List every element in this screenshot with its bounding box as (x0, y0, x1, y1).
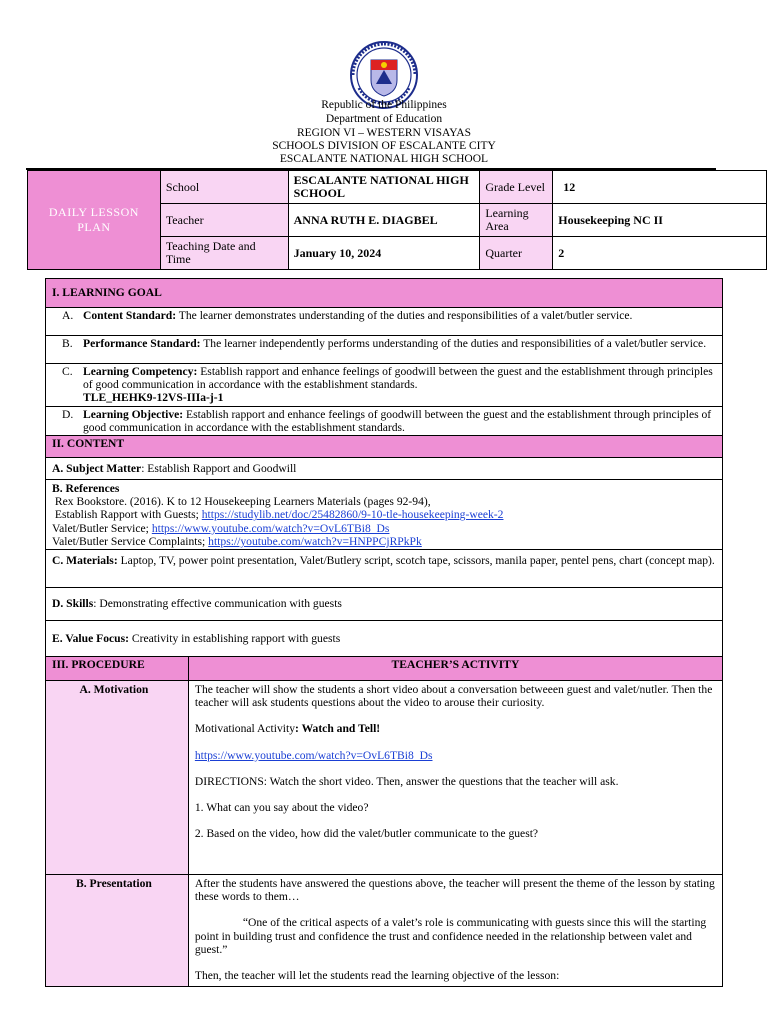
learning-competency-row (46, 364, 723, 407)
materials-row (46, 550, 723, 588)
region-line: REGION VI – WESTERN VISAYAS (296, 127, 471, 139)
list-marker: D. (62, 407, 74, 421)
school-label: School (160, 171, 288, 204)
subject-matter-row (46, 458, 723, 480)
content-standard-label: Content Standard: (83, 309, 177, 322)
list-marker: C. (62, 365, 73, 378)
presentation-content (188, 875, 722, 987)
performance-standard-label: Performance Standard: (83, 337, 201, 350)
competency-code: TLE_HEHK9-12VS-IIIa-j-1 (83, 391, 224, 405)
motivation-intro: The teacher will show the students a short video about a conversation betweeen guest and valet/nutler. Then the teacher will ask students questions about the video to arouse their curiosity. (194, 683, 713, 710)
learning-competency-text: Establish rapport and enhance feelings of goodwill between the guest and the establishment through principles of good communication in accordance with the establishment standards. (83, 365, 713, 392)
reference-4-link[interactable]: https://youtube.com/watch?v=HNPPCjRPkPk (208, 534, 422, 548)
motivation-question-2: 2. Based on the video, how did the valet/butler communicate to the guest? (194, 827, 539, 841)
lesson-info-table (27, 170, 767, 270)
reference-3-link[interactable]: https://www.youtube.com/watch?v=OvL6TBi8_Ds (151, 521, 390, 535)
list-marker: B. (62, 337, 73, 350)
motivation-directions: DIRECTIONS: Watch the short video. Then, answer the questions that the teacher will ask. (194, 774, 619, 788)
skills-label: D. Skills (52, 597, 94, 611)
skills-text: : Demonstrating effective communication with guests (93, 597, 342, 611)
references-row (46, 480, 723, 550)
motivation-content (188, 681, 722, 875)
performance-standard-text: The learner independently performs understanding of the duties and responsibilities of a valet/butler service. (200, 337, 707, 350)
motivational-activity (195, 722, 716, 735)
reference-1: Rex Bookstore. (2016). K to 12 Housekeeping Learners Materials (pages 92-94), (52, 495, 431, 509)
motivation-question-1: 1. What can you say about the video? (194, 801, 369, 815)
skills-row (46, 588, 723, 621)
reference-3-text: Valet/Butler Service; (52, 521, 152, 535)
lesson-plan-table (45, 278, 723, 987)
presentation-instruction: Then, the teacher will let the students read the learning objective of the lesson: (194, 969, 560, 983)
learning-competency-label: Learning Competency: (83, 365, 198, 378)
reference-4-text: Valet/Butler Service Complaints; (52, 534, 209, 548)
country-line: Republic of the Philippines (321, 99, 447, 111)
references-heading: B. References (52, 482, 120, 496)
quarter-label: Quarter (480, 237, 553, 270)
teacher-value: ANNA RUTH E. DIAGBEL (288, 204, 480, 237)
value-focus-label: E. Value Focus: (52, 631, 129, 645)
reference-2-text: Establish Rapport with Guests; (52, 508, 202, 522)
daily-lesson-plan-title: DAILY LESSON PLAN (28, 171, 161, 270)
learning-objective-text: Establish rapport and enhance feelings of goodwill between the guest and the establishment through principles of good communication in accordance with the establishment standards. (83, 407, 712, 434)
materials-label: C. Materials: (52, 554, 118, 568)
division-line: SCHOOLS DIVISION OF ESCALANTE CITY (272, 140, 496, 152)
value-focus-text: Creativity in establishing rapport with guests (128, 631, 341, 645)
presentation-quote: “One of the critical aspects of a valet’s role is communicating with guests since this will the starting point in building trust and confidence the trust and confidence needed in the relationship between valet and guest.” (194, 916, 707, 956)
performance-standard-row (46, 336, 723, 364)
grade-level-label: Grade Level (480, 171, 553, 204)
teaching-date-value: January 10, 2024 (288, 237, 480, 270)
reference-2-link[interactable]: https://studylib.net/doc/25482860/9-10-tle-housekeeping-week-2 (201, 508, 504, 522)
list-marker: A. (62, 309, 74, 322)
learning-objective-row (46, 406, 723, 435)
materials-text: Laptop, TV, power point presentation, Valet/Butlery script, scotch tape, scissors, manila paper, pentel pens, chart (concept map). (117, 554, 715, 568)
motivational-activity-label: Motivational Activity (194, 722, 296, 736)
teachers-activity-heading: TEACHER’S ACTIVITY (188, 657, 722, 681)
learning-area-value: Housekeeping NC II (553, 204, 767, 237)
motivation-label: A. Motivation (46, 681, 189, 875)
presentation-intro: After the students have answered the questions above, the teacher will present the theme of the lesson by stating these words to them… (194, 877, 715, 904)
department-line: Department of Education (325, 113, 443, 125)
presentation-label: B. Presentation (46, 875, 189, 987)
quarter-value: 2 (553, 237, 767, 270)
learning-area-label: Learning Area (480, 204, 553, 237)
procedure-heading: III. PROCEDURE (46, 657, 189, 681)
subject-matter-label: A. Subject Matter (52, 461, 142, 475)
school-line: ESCALANTE NATIONAL HIGH SCHOOL (279, 153, 489, 165)
teaching-date-label: Teaching Date and Time (160, 237, 288, 270)
teacher-label: Teacher (160, 204, 288, 237)
content-heading: II. CONTENT (46, 436, 723, 458)
content-standard-row (46, 308, 723, 336)
value-focus-row (46, 621, 723, 657)
content-standard-text: The learner demonstrates understanding of the duties and responsibilities of a valet/butler service. (176, 309, 633, 322)
school-value: ESCALANTE NATIONAL HIGH SCHOOL (288, 171, 480, 204)
learning-goal-heading: I. LEARNING GOAL (46, 279, 723, 308)
motivational-activity-title: : Watch and Tell! (295, 722, 381, 736)
motivation-video-link[interactable]: https://www.youtube.com/watch?v=OvL6TBi8_Ds (194, 748, 433, 762)
learning-objective-label: Learning Objective: (83, 407, 184, 421)
subject-matter-text: : Establish Rapport and Goodwill (141, 461, 297, 475)
grade-level-value: 12 (553, 171, 767, 204)
